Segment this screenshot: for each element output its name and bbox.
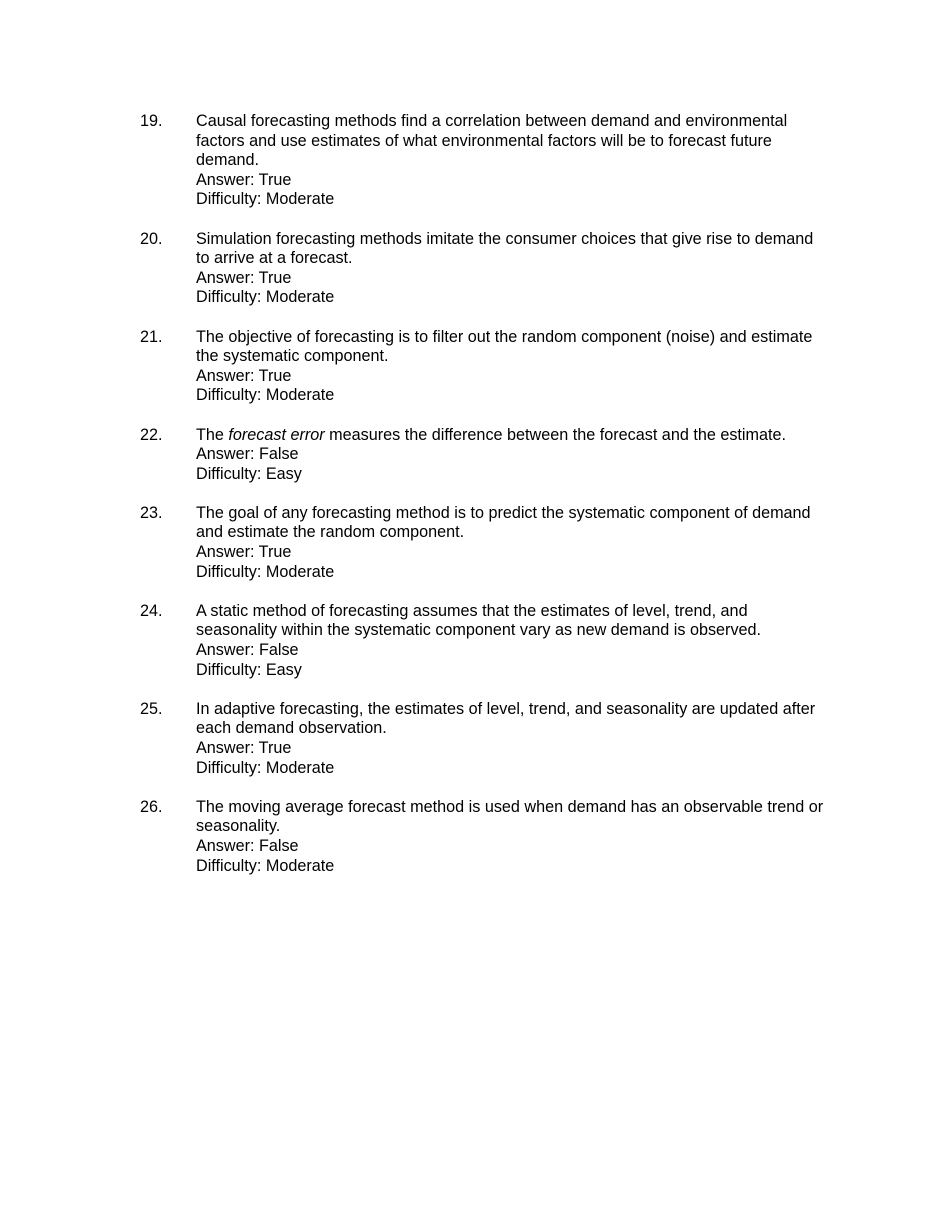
question-difficulty: Difficulty: Moderate [196, 758, 335, 777]
question-item [140, 700, 830, 778]
question-text-emphasis: forecast error [228, 425, 325, 444]
question-item [140, 602, 830, 680]
question-difficulty: Difficulty: Moderate [196, 856, 335, 875]
question-body [196, 700, 830, 778]
question-text [196, 602, 830, 641]
question-number: 26. [140, 797, 163, 816]
question-difficulty: Difficulty: Moderate [196, 190, 335, 209]
question-text-start: The moving average forecast method is used when demand has an observable trend or seasonality. [196, 797, 824, 836]
question-text [196, 328, 830, 367]
question-number: 21. [140, 327, 163, 346]
question-difficulty: Difficulty: Moderate [196, 386, 335, 405]
question-text [196, 700, 830, 739]
question-answer: Answer: True [196, 543, 292, 562]
question-list [140, 112, 830, 896]
question-body [196, 602, 830, 680]
question-number: 19. [140, 112, 163, 130]
question-number: 20. [140, 229, 163, 248]
question-body [196, 504, 830, 582]
question-text-start: A static method of forecasting assumes that the estimates of level, trend, and seasonality within the systematic component vary as new demand is observed. [196, 601, 762, 640]
question-body [196, 798, 830, 876]
question-text-start: In adaptive forecasting, the estimates of level, trend, and seasonality are updated after each demand observation. [196, 699, 816, 738]
question-answer: Answer: False [196, 641, 299, 660]
question-answer: Answer: True [196, 366, 292, 385]
question-text-start: Simulation forecasting methods imitate the consumer choices that give rise to demand to arrive at a forecast. [196, 229, 814, 268]
question-number: 25. [140, 699, 163, 718]
question-text [196, 426, 830, 446]
question-item [140, 328, 830, 406]
question-text [196, 230, 830, 269]
question-difficulty: Difficulty: Moderate [196, 288, 335, 307]
question-text [196, 504, 830, 543]
question-body [196, 328, 830, 406]
question-difficulty: Difficulty: Easy [196, 464, 302, 483]
question-text-start: The objective of forecasting is to filter out the random component (noise) and estimate the systematic component. [196, 327, 813, 366]
question-answer: Answer: True [196, 268, 292, 287]
question-difficulty: Difficulty: Moderate [196, 562, 335, 581]
question-item [140, 230, 830, 308]
question-answer: Answer: True [196, 739, 292, 757]
question-item [140, 798, 830, 876]
question-item [140, 426, 830, 485]
question-text [196, 798, 830, 837]
question-number: 23. [140, 503, 163, 522]
question-item [140, 112, 830, 210]
question-text-start: Causal forecasting methods find a correlation between demand and environmental factors and use estimates of what environmental factors will be to forecast future demand. [196, 112, 788, 170]
question-number: 22. [140, 425, 163, 444]
question-body [196, 112, 830, 210]
question-text-start: The [196, 425, 229, 444]
question-number: 24. [140, 601, 163, 620]
question-answer: Answer: True [196, 170, 292, 189]
question-item [140, 504, 830, 582]
question-answer: Answer: False [196, 836, 299, 855]
question-answer: Answer: False [196, 445, 299, 464]
question-text-start: The goal of any forecasting method is to predict the systematic component of demand and estimate the random component. [196, 503, 811, 542]
question-difficulty: Difficulty: Easy [196, 660, 302, 679]
question-text [196, 112, 830, 171]
question-body [196, 426, 830, 485]
question-body [196, 230, 830, 308]
question-text-end: measures the difference between the forecast and the estimate. [324, 425, 786, 444]
